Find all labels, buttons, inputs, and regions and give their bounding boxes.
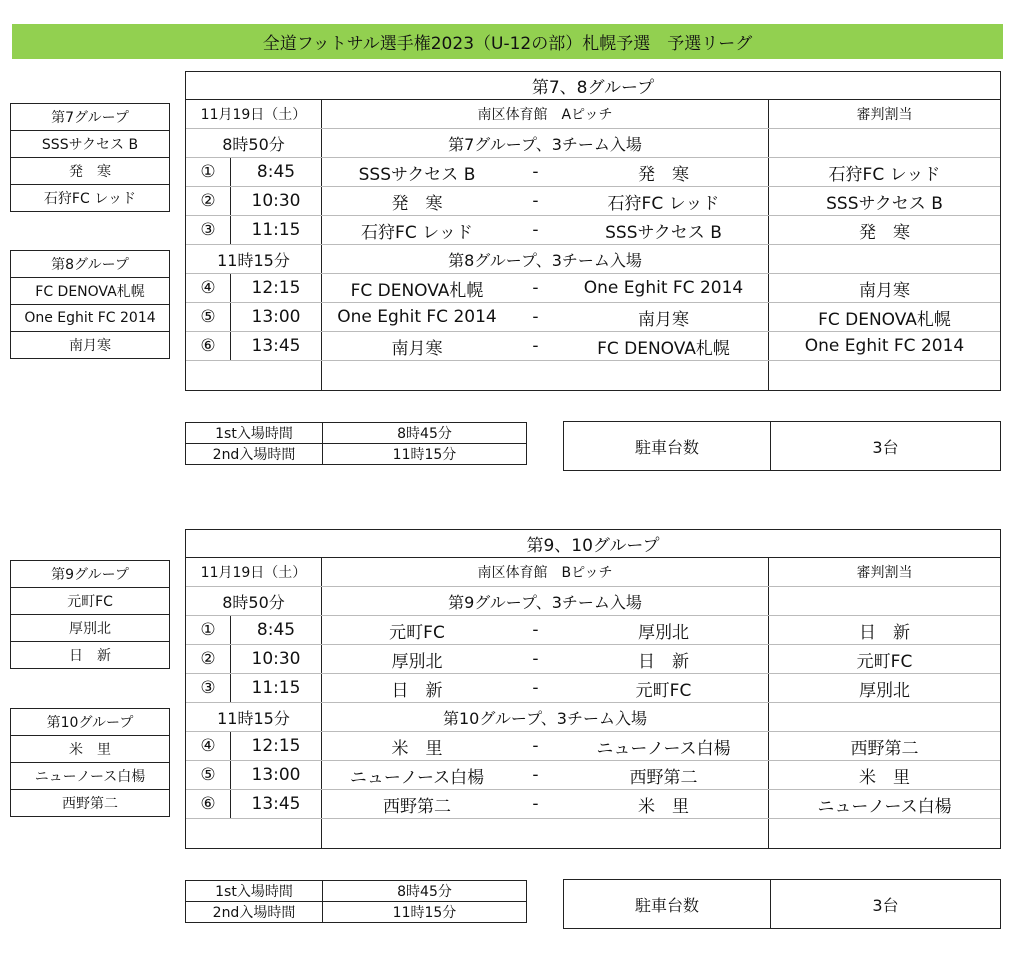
match-home: SSSサクセス B — [358, 164, 476, 185]
match-row — [186, 644, 1000, 673]
parking-box — [563, 879, 1001, 929]
entry-times-box — [185, 880, 527, 923]
match-home: 米 里 — [391, 738, 443, 759]
match-referee: 元町FC — [856, 651, 913, 672]
match-dash: - — [532, 220, 539, 240]
match-number: ① — [186, 158, 231, 186]
match-number: ⑥ — [186, 332, 231, 360]
match-away: ニューノース白楊 — [559, 732, 769, 760]
match-home: ニューノース白楊 — [349, 767, 485, 788]
parking-box — [563, 421, 1001, 471]
entry-time: 8時50分 — [186, 129, 322, 157]
entry-text: 第10グループ、3チーム入場 — [322, 703, 769, 731]
match-referee: One Eghit FC 2014 — [804, 336, 965, 356]
match-row — [186, 273, 1000, 302]
match-referee: 厚別北 — [859, 680, 910, 701]
match-dash: - — [532, 765, 539, 785]
referee-header: 審判割当 — [856, 107, 913, 123]
match-referee: 米 里 — [859, 767, 910, 788]
group-list-7 — [10, 103, 170, 212]
match-referee: FC DENOVA札幌 — [818, 309, 951, 330]
match-dash: - — [532, 678, 539, 698]
entry-time-value: 11時15分 — [392, 447, 457, 463]
match-away: 米 里 — [559, 790, 769, 818]
group-list-9 — [10, 560, 170, 669]
match-time: 13:45 — [231, 332, 322, 360]
match-number: ② — [186, 187, 231, 215]
group-list-10 — [10, 708, 170, 817]
group-team: 厚別北 — [10, 614, 170, 642]
match-home: 厚別北 — [391, 651, 443, 672]
match-number: ⑤ — [186, 303, 231, 331]
match-dash: - — [532, 191, 539, 211]
entry-time: 11時15分 — [186, 245, 322, 273]
schedule-table — [185, 71, 1001, 391]
parking-value: 3台 — [872, 437, 899, 457]
group-team: 西野第二 — [10, 789, 170, 817]
page-title-banner: 全道フットサル選手権2023（U-12の部）札幌予選 予選リーグ — [12, 24, 1003, 59]
match-away: 厚別北 — [559, 616, 769, 644]
group-team: FC DENOVA札幌 — [10, 277, 170, 305]
entry-time-label: 1st入場時間 — [186, 881, 323, 901]
group-team: 日 新 — [10, 641, 170, 669]
schedule-table — [185, 529, 1001, 849]
match-number: ④ — [186, 732, 231, 760]
match-dash: - — [532, 620, 539, 640]
group-team: 米 里 — [10, 735, 170, 763]
match-time: 11:15 — [231, 674, 322, 702]
group-name: 第8グループ — [10, 250, 170, 278]
entry-times-box — [185, 422, 527, 465]
match-dash: - — [532, 307, 539, 327]
match-time: 13:00 — [231, 761, 322, 789]
match-dash: - — [532, 794, 539, 814]
match-time: 11:15 — [231, 216, 322, 244]
entry-time-label: 2nd入場時間 — [186, 902, 323, 922]
group-name: 第7グループ — [10, 103, 170, 131]
schedule-date: 11月19日（土） — [186, 558, 322, 586]
entry-time: 8時50分 — [186, 587, 322, 615]
entry-text: 第9グループ、3チーム入場 — [322, 587, 769, 615]
match-row — [186, 157, 1000, 186]
parking-label: 駐車台数 — [564, 880, 771, 928]
referee-header: 審判割当 — [856, 565, 913, 581]
match-referee: SSSサクセス B — [826, 193, 943, 214]
match-row — [186, 731, 1000, 760]
group-team: 元町FC — [10, 587, 170, 615]
entry-time: 11時15分 — [186, 703, 322, 731]
match-away: SSSサクセス B — [559, 216, 769, 244]
match-row — [186, 789, 1000, 818]
schedule-title: 第9、10グループ — [526, 536, 660, 556]
match-number: ③ — [186, 674, 231, 702]
schedule-date: 11月19日（土） — [186, 100, 322, 128]
group-name: 第10グループ — [10, 708, 170, 736]
group-team: SSSサクセス B — [10, 130, 170, 158]
match-away: FC DENOVA札幌 — [559, 332, 769, 360]
entry-text: 第8グループ、3チーム入場 — [322, 245, 769, 273]
match-dash: - — [532, 336, 539, 356]
match-home: FC DENOVA札幌 — [350, 280, 484, 301]
group-team: 南月寒 — [10, 331, 170, 359]
match-row — [186, 615, 1000, 644]
match-dash: - — [532, 736, 539, 756]
match-row — [186, 215, 1000, 244]
match-row — [186, 673, 1000, 702]
match-time: 8:45 — [231, 158, 322, 186]
match-home: 西野第二 — [383, 796, 451, 817]
match-home: 発 寒 — [391, 193, 443, 214]
match-row — [186, 760, 1000, 789]
match-referee: 日 新 — [859, 622, 910, 643]
entry-time-value: 8時45分 — [397, 884, 452, 900]
group-team: 発 寒 — [10, 157, 170, 185]
match-away: 南月寒 — [559, 303, 769, 331]
match-home: 元町FC — [389, 622, 445, 643]
match-referee: ニューノース白楊 — [817, 796, 952, 817]
match-home: One Eghit FC 2014 — [337, 307, 497, 327]
match-number: ② — [186, 645, 231, 673]
match-time: 10:30 — [231, 187, 322, 215]
group-team: 石狩FC レッド — [10, 184, 170, 212]
match-row — [186, 186, 1000, 215]
match-referee: 西野第二 — [850, 738, 919, 759]
group-list-8 — [10, 250, 170, 359]
entry-time-value: 8時45分 — [397, 426, 452, 442]
match-away: One Eghit FC 2014 — [559, 274, 769, 302]
match-away: 発 寒 — [559, 158, 769, 186]
match-time: 12:15 — [231, 274, 322, 302]
match-dash: - — [532, 278, 539, 298]
match-dash: - — [532, 162, 539, 182]
parking-label: 駐車台数 — [564, 422, 771, 470]
schedule-venue: 南区体育館 Bピッチ — [322, 558, 769, 586]
match-number: ① — [186, 616, 231, 644]
match-time: 13:00 — [231, 303, 322, 331]
match-away: 石狩FC レッド — [559, 187, 769, 215]
match-referee: 石狩FC レッド — [828, 164, 941, 185]
match-away: 日 新 — [559, 645, 769, 673]
entry-time-label: 1st入場時間 — [186, 423, 323, 443]
match-time: 12:15 — [231, 732, 322, 760]
entry-text: 第7グループ、3チーム入場 — [322, 129, 769, 157]
match-number: ⑤ — [186, 761, 231, 789]
match-number: ⑥ — [186, 790, 231, 818]
entry-time-label: 2nd入場時間 — [186, 444, 323, 464]
group-team: ニューノース白楊 — [10, 762, 170, 790]
match-home: 南月寒 — [391, 338, 443, 359]
match-away: 元町FC — [559, 674, 769, 702]
group-team: One Eghit FC 2014 — [10, 304, 170, 332]
group-name: 第9グループ — [10, 560, 170, 588]
match-row — [186, 302, 1000, 331]
match-home: 日 新 — [391, 680, 443, 701]
entry-time-value: 11時15分 — [392, 905, 457, 921]
schedule-venue: 南区体育館 Aピッチ — [322, 100, 769, 128]
match-time: 8:45 — [231, 616, 322, 644]
parking-value: 3台 — [872, 895, 899, 915]
match-away: 西野第二 — [559, 761, 769, 789]
match-referee: 南月寒 — [859, 280, 910, 301]
match-referee: 発 寒 — [859, 222, 910, 243]
match-number: ③ — [186, 216, 231, 244]
match-dash: - — [532, 649, 539, 669]
match-home: 石狩FC レッド — [361, 222, 473, 243]
match-number: ④ — [186, 274, 231, 302]
match-time: 10:30 — [231, 645, 322, 673]
match-time: 13:45 — [231, 790, 322, 818]
schedule-title: 第7、8グループ — [531, 78, 655, 98]
match-row — [186, 331, 1000, 360]
